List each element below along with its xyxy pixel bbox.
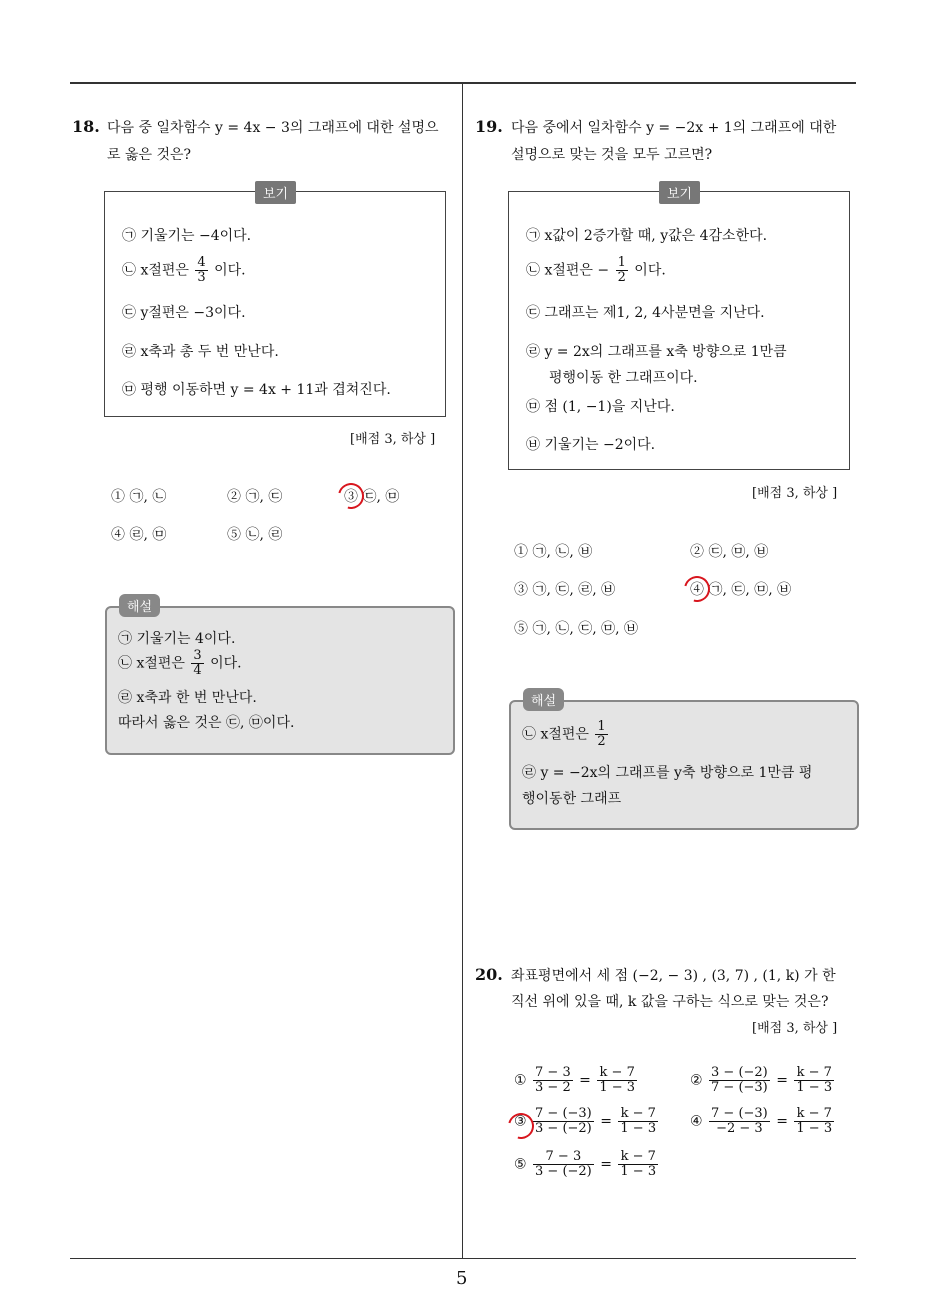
q18-number: 18. [72, 117, 100, 136]
q20-choice-4[interactable] [690, 1107, 836, 1136]
q20-choice-2[interactable] [690, 1066, 836, 1095]
q20-choice-3-left: $\frac{7 - (-3)}{3 - (-2)}$ [535, 1106, 592, 1136]
q19-item-6: ㉥ 기울기는 −2이다. [526, 437, 656, 453]
q19-text-line1: 다음 중에서 일차함수 y = −2x + 1의 그래프에 대한 [511, 120, 837, 136]
equals-sign: = [776, 1113, 788, 1130]
q20-choice-4-left: $\frac{7 - (-3)}{-2 - 3}$ [711, 1106, 768, 1136]
q20-choice-3-mark: ③ [514, 1113, 527, 1130]
q20-choice-4-mark: ④ [690, 1113, 703, 1130]
q19-item-1: ㉠ x값이 2증가할 때, y값은 4감소한다. [526, 228, 768, 244]
q19-solution-label: 해설 [523, 688, 564, 711]
q18-item-2-suffix: 이다. [214, 262, 246, 279]
q20-choice-5-left: $\frac{7 - 3}{3 - (-2)}$ [535, 1149, 592, 1179]
q18-item-2 [122, 256, 246, 285]
q20-choice-1-mark: ① [514, 1072, 527, 1089]
q19-item-4: ㉣ y = 2x의 그래프를 x축 방향으로 1만큼 [526, 344, 787, 360]
q18-item-2-text: ㉡ x절편은 [122, 262, 189, 279]
q19-solution-fraction: $\frac{1}{2}$ [597, 719, 606, 749]
q18-item-5: ㉤ 평행 이동하면 y = 4x + 11과 겹쳐진다. [122, 382, 391, 398]
q20-choice-2-right: $\frac{k - 7}{1 - 3}$ [796, 1065, 833, 1095]
q20-text-line2: 직선 위에 있을 때, k 값을 구하는 식으로 맞는 것은? [511, 994, 829, 1010]
q19-choice-3[interactable]: ③ ㉠, ㉢, ㉣, ㉥ [514, 582, 616, 598]
q18-choice-3[interactable]: ③ ㉢, ㉤ [344, 489, 400, 505]
q19-solution-line3: 행이동한 그래프 [522, 791, 622, 807]
q18-solution-line1: ㉠ 기울기는 4이다. [118, 631, 236, 647]
q20-choice-5-right: $\frac{k - 7}{1 - 3}$ [620, 1149, 657, 1179]
q19-solution-line1-text: ㉡ x절편은 [522, 726, 589, 743]
q18-example-label: 보기 [255, 181, 296, 204]
q18-choice-1[interactable]: ① ㉠, ㉡ [111, 489, 167, 505]
column-divider [462, 82, 463, 1259]
q18-score: [배점 3, 하상 ] [350, 432, 436, 447]
q19-solution-line2: ㉣ y = −2x의 그래프를 y축 방향으로 1만큼 평 [522, 765, 813, 781]
q18-solution-label: 해설 [119, 594, 160, 617]
q18-choice-5[interactable]: ⑤ ㉡, ㉣ [227, 527, 283, 543]
q20-choice-1-left: $\frac{7 - 3}{3 - 2}$ [535, 1065, 571, 1095]
q18-solution-line4: 따라서 옳은 것은 ㉢, ㉤이다. [118, 715, 295, 731]
q19-solution-line1 [522, 720, 610, 749]
q20-score: [배점 3, 하상 ] [752, 1021, 838, 1036]
equals-sign: = [776, 1072, 788, 1089]
q18-item-1: ㉠ 기울기는 −4이다. [122, 228, 252, 244]
q18-text-line1: 다음 중 일차함수 y = 4x − 3의 그래프에 대한 설명으 [107, 120, 439, 136]
page-number: 5 [456, 1268, 468, 1289]
q18-choice-4[interactable]: ④ ㉣, ㉤ [111, 527, 167, 543]
q19-answer-circle [679, 571, 715, 607]
q18-item-3: ㉢ y절편은 −3이다. [122, 305, 246, 321]
q20-choice-3[interactable] [514, 1107, 660, 1136]
q20-choice-3-right: $\frac{k - 7}{1 - 3}$ [620, 1106, 657, 1136]
q19-item-2-text: ㉡ x절편은 − [526, 262, 610, 279]
q18-text-line2: 로 옳은 것은? [107, 147, 192, 163]
q19-item-2 [526, 256, 666, 285]
q18-choice-2[interactable]: ② ㉠, ㉢ [227, 489, 283, 505]
q19-text-line2: 설명으로 맞는 것을 모두 고르면? [511, 147, 713, 163]
q18-solution-line2-suffix: 이다. [210, 655, 242, 672]
q20-choice-1-right: $\frac{k - 7}{1 - 3}$ [599, 1065, 636, 1095]
q19-choice-1[interactable]: ① ㉠, ㉡, ㉥ [514, 544, 593, 560]
q20-choice-2-mark: ② [690, 1072, 703, 1089]
top-rule [70, 82, 856, 84]
q20-choice-5[interactable] [514, 1150, 660, 1179]
q19-choice-2[interactable]: ② ㉢, ㉤, ㉥ [690, 544, 769, 560]
q19-choice-4[interactable]: ④ ㉠, ㉢, ㉤, ㉥ [690, 582, 792, 598]
q18-solution-line3: ㉣ x축과 한 번 만난다. [118, 690, 257, 706]
q19-item-3: ㉢ 그래프는 제1, 2, 4사분면을 지난다. [526, 305, 765, 321]
q19-example-label: 보기 [659, 181, 700, 204]
q19-item-5: ㉤ 점 (1, −1)을 지난다. [526, 399, 675, 415]
q19-item-2-fraction: $\frac{1}{2}$ [617, 255, 626, 285]
q18-solution-line2-text: ㉡ x절편은 [118, 655, 185, 672]
q19-score: [배점 3, 하상 ] [752, 486, 838, 501]
bottom-rule [70, 1258, 856, 1259]
q20-number: 20. [475, 965, 503, 984]
q18-solution-fraction: $\frac{3}{4}$ [193, 648, 202, 678]
equals-sign: = [600, 1156, 612, 1173]
q18-item-4: ㉣ x축과 총 두 번 만난다. [122, 344, 279, 360]
equals-sign: = [579, 1072, 591, 1089]
q19-choice-5[interactable]: ⑤ ㉠, ㉡, ㉢, ㉤, ㉥ [514, 621, 639, 637]
equals-sign: = [600, 1113, 612, 1130]
q18-item-2-fraction: $\frac{4}{3}$ [197, 255, 206, 285]
q19-item-4b: 평행이동 한 그래프이다. [549, 370, 698, 386]
q19-item-2-suffix: 이다. [634, 262, 666, 279]
q20-choice-1[interactable] [514, 1066, 639, 1095]
q20-choice-4-right: $\frac{k - 7}{1 - 3}$ [796, 1106, 833, 1136]
q20-choice-5-mark: ⑤ [514, 1156, 527, 1173]
q20-text-line1: 좌표평면에서 세 점 (−2, − 3) , (3, 7) , (1, k) 가 한 [511, 968, 836, 984]
q18-answer-circle [333, 478, 369, 514]
q18-solution-line2 [118, 649, 242, 678]
q19-number: 19. [475, 117, 503, 136]
q20-choice-2-left: $\frac{3 - (-2)}{7 - (-3)}$ [711, 1065, 768, 1095]
